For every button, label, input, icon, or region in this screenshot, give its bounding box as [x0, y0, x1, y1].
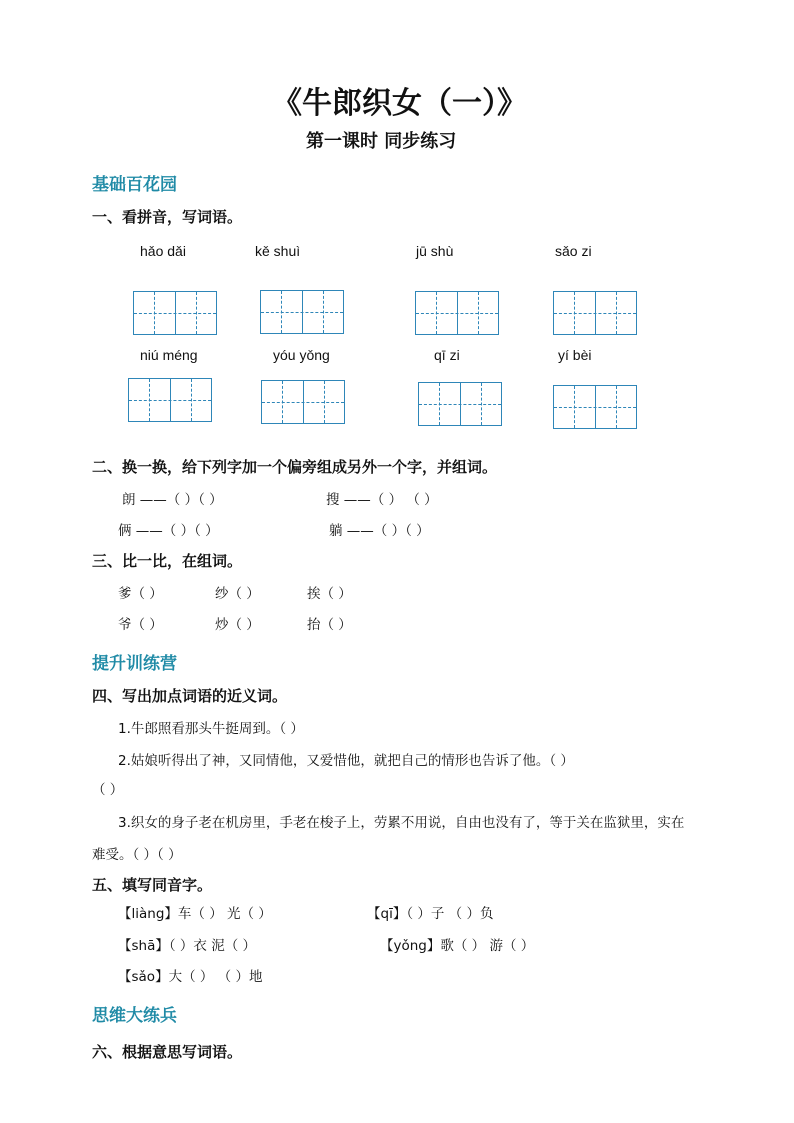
- question-line: 2.姑娘听得出了神，又同情他，又爱惜他，就把自己的情形也告诉了他。（ ）: [118, 753, 574, 769]
- pinyin-label: jū shù: [416, 243, 454, 259]
- fill-line: 朗 ——（ ）（ ）: [122, 492, 223, 508]
- question-5-heading: 五、填写同音字。: [92, 876, 213, 894]
- writing-box[interactable]: [128, 378, 212, 422]
- fill-line: 抬（ ）: [307, 617, 352, 633]
- fill-line: 【sǎo】大（ ） （ ）地: [118, 969, 263, 985]
- fill-line: 炒（ ）: [215, 617, 260, 633]
- writing-box[interactable]: [415, 291, 499, 335]
- fill-line: 【yǒng】歌（ ） 游（ ）: [380, 938, 535, 954]
- question-2-heading: 二、换一换，给下列字加一个偏旁组成另外一个字，并组词。: [92, 458, 498, 476]
- pinyin-label: kě shuì: [255, 243, 301, 259]
- pinyin-label: yóu yǒng: [273, 347, 330, 363]
- question-line: 难受。（ ）（ ）: [92, 847, 182, 863]
- pinyin-label: sǎo zi: [555, 243, 592, 259]
- pinyin-label: qī zi: [434, 347, 460, 363]
- fill-line: 挨（ ）: [307, 586, 352, 602]
- question-line: 3.织女的身子老在机房里，手老在梭子上，劳累不用说，自由也没有了，等于关在监狱里，实在: [118, 815, 685, 831]
- pinyin-label: hǎo dǎi: [140, 243, 186, 259]
- question-line: （ ）: [92, 782, 124, 798]
- page-subtitle: 第一课时 同步练习: [306, 131, 457, 152]
- writing-box[interactable]: [418, 382, 502, 426]
- writing-box[interactable]: [260, 290, 344, 334]
- writing-box[interactable]: [553, 385, 637, 429]
- question-line: 1.牛郎照看那头牛挺周到。（ ）: [118, 721, 304, 737]
- question-1-heading: 一、看拼音，写词语。: [92, 208, 243, 226]
- fill-line: 【shā】（ ）衣 泥（ ）: [118, 938, 256, 954]
- section-heading-basic: 基础百花园: [92, 175, 177, 195]
- writing-box[interactable]: [261, 380, 345, 424]
- pinyin-label: yí bèi: [558, 347, 592, 363]
- writing-box[interactable]: [133, 291, 217, 335]
- fill-line: 爷（ ）: [118, 617, 163, 633]
- writing-box[interactable]: [553, 291, 637, 335]
- fill-line: 纱（ ）: [215, 586, 260, 602]
- fill-line: 【qī】（ ）子 （ ）负: [367, 906, 494, 922]
- pinyin-label: niú méng: [140, 347, 198, 363]
- section-heading-thinking: 思维大练兵: [92, 1006, 177, 1026]
- fill-line: 搜 ——（ ） （ ）: [326, 492, 438, 508]
- page-title: 《牛郎织女（一）》: [272, 86, 527, 121]
- question-3-heading: 三、比一比，在组词。: [92, 552, 243, 570]
- fill-line: 爹（ ）: [118, 586, 163, 602]
- question-4-heading: 四、写出加点词语的近义词。: [92, 687, 288, 705]
- question-6-heading: 六、根据意思写词语。: [92, 1043, 243, 1061]
- fill-line: 躺 ——（ ）（ ）: [329, 523, 430, 539]
- section-heading-advanced: 提升训练营: [92, 654, 177, 674]
- fill-line: 俩 ——（ ）（ ）: [118, 523, 219, 539]
- fill-line: 【liàng】车（ ） 光（ ）: [118, 906, 272, 922]
